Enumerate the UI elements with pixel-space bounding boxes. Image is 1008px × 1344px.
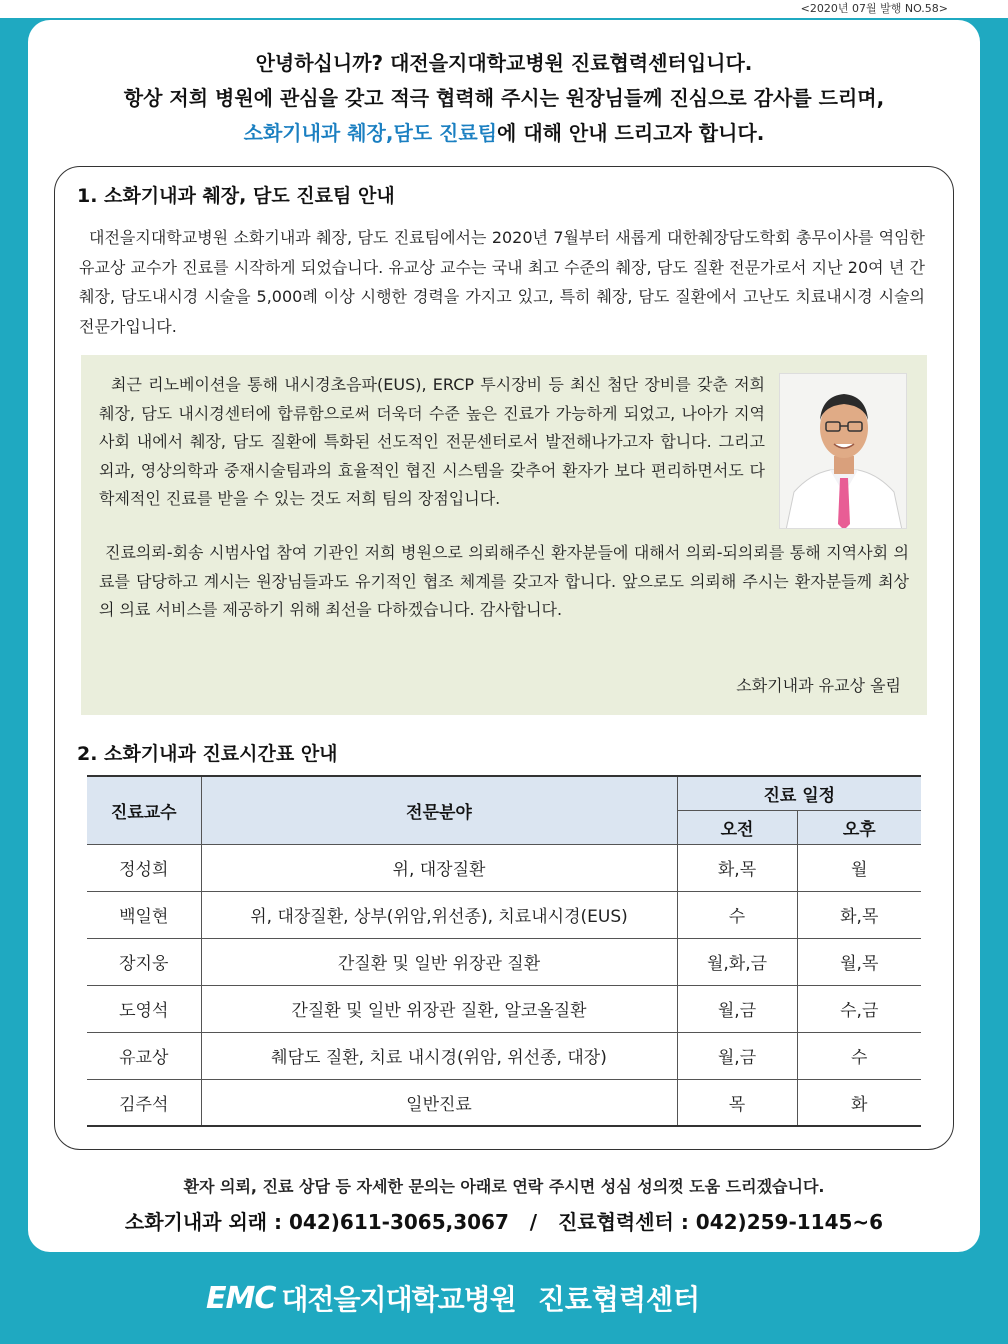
table-row [87, 938, 921, 985]
contact-phones: 소화기내과 외래 : 042)611-3065,3067 / 진료협력센터 : 042)259-1145~6 [124, 1210, 884, 1234]
cell-name: 장지웅 [87, 938, 201, 985]
cell-specialty: 췌담도 질환, 치료 내시경(위암, 위선종, 대장) [201, 1032, 677, 1079]
cell-name: 유교상 [87, 1032, 201, 1079]
professor-message [81, 355, 927, 715]
table-row [87, 1079, 921, 1126]
greeting-line-3 [28, 116, 980, 151]
emc-logo: EMC [206, 1280, 276, 1316]
cell-pm: 월,목 [797, 938, 921, 985]
cell-am: 월,화,금 [677, 938, 797, 985]
professor-photo [779, 373, 907, 529]
cell-pm: 수 [797, 1032, 921, 1079]
header-schedule: 진료 일정 [677, 776, 921, 810]
cell-name: 김주석 [87, 1079, 201, 1126]
section1-title: 1. 소화기내과 췌장, 담도 진료팀 안내 [77, 185, 395, 207]
schedule-table [87, 775, 921, 1127]
greeting-accent: 소화기내과 췌장,담도 진료팀 [243, 121, 498, 145]
cell-am: 수 [677, 891, 797, 938]
message-paragraph-2: 진료의뢰-회송 시범사업 참여 기관인 저희 병원으로 의뢰해주신 환자분들에 대해서 의뢰-되의뢰를 통해 지역사회 의료를 담당하고 계시는 원장님들과도 유기적인 협조 체계를 갖고자 합니다. 앞으로도 의뢰해 주시는 환자분들께 최상의 의료 서비스를 제공하기 위해 최선을 다하겠습니다. 감사합니다. [99, 543, 909, 619]
table-row [87, 844, 921, 891]
cell-pm: 수,금 [797, 985, 921, 1032]
table-row [87, 1032, 921, 1079]
table-row [87, 891, 921, 938]
section2-title: 2. 소화기내과 진료시간표 안내 [77, 743, 338, 765]
cell-name: 도영석 [87, 985, 201, 1032]
issue-label: <2020년 07월 발행 NO.58> [797, 0, 952, 18]
header-am: 오전 [677, 810, 797, 844]
table-row [87, 985, 921, 1032]
cell-pm: 화 [797, 1079, 921, 1126]
cell-name: 정성희 [87, 844, 201, 891]
cell-am: 월,금 [677, 985, 797, 1032]
header-pm: 오후 [797, 810, 921, 844]
signature: 소화기내과 유교상 올림 [736, 676, 901, 695]
cell-pm: 월 [797, 844, 921, 891]
cell-am: 화,목 [677, 844, 797, 891]
doctor-portrait-icon [780, 374, 907, 529]
cell-am: 월,금 [677, 1032, 797, 1079]
cell-specialty: 간질환 및 일반 위장관 질환 [201, 938, 677, 985]
footer-brand [206, 1278, 700, 1318]
cell-specialty: 위, 대장질환, 상부(위암,위선종), 치료내시경(EUS) [201, 891, 677, 938]
section1-intro: 대전을지대학교병원 소화기내과 췌장, 담도 진료팀에서는 2020년 7월부터 새롭게 대한췌장담도학회 총무이사를 역임한 유교상 교수가 진료를 시작하게 되었습니다. 유교상 교수는 국내 최고 수준의 췌장, 담도 질환 전문가로서 지난 20여 년 간 췌장, 담도내시경 시술을 5,000례 이상 시행한 경력을 가지고 있고, 특히 췌장, 담도 질환에서 고난도 치료내시경 시술의 전문가입니다. [79, 228, 925, 336]
cell-specialty: 일반진료 [201, 1079, 677, 1126]
header-specialty: 전문분야 [201, 776, 677, 844]
cell-specialty: 간질환 및 일반 위장관 질환, 알코올질환 [201, 985, 677, 1032]
header-professor: 진료교수 [87, 776, 201, 844]
footer-center-name: 진료협력센터 [537, 1283, 701, 1316]
greeting-line-1: 안녕하십니까? 대전을지대학교병원 진료협력센터입니다. [255, 51, 753, 75]
cell-am: 목 [677, 1079, 797, 1126]
message-paragraph-1: 최근 리노베이션을 통해 내시경초음파(EUS), ERCP 투시장비 등 최신 첨단 장비를 갖춘 저희 췌장, 담도 내시경센터에 합류함으로써 더욱더 수준 높은 진료가 가능하게 되었고, 나아가 지역사회 내에서 췌장, 담도 질환에 특화된 선도적인 전문센터로서 발전해나가고자 합니다. 그리고 외과, 영상의학과 중재시술팀과의 효율적인 협진 시스템을 갖추어 환자가 보다 편리하면서도 다학제적인 진료를 받을 수 있는 것도 저희 팀의 장점입니다. [99, 375, 765, 508]
info-box [54, 166, 954, 1150]
content-sheet [28, 20, 980, 1252]
contact-note: 환자 의뢰, 진료 상담 등 자세한 문의는 아래로 연락 주시면 성심 성의껏 도움 드리겠습니다. [183, 1177, 825, 1196]
greeting-line-2: 항상 저희 병원에 관심을 갖고 적극 협력해 주시는 원장님들께 진심으로 감사를 드리며, [123, 86, 885, 110]
greeting [28, 46, 980, 151]
footer-hospital-name: 대전을지대학교병원 [281, 1283, 516, 1316]
greeting-line-3-rest: 에 대해 안내 드리고자 합니다. [497, 121, 765, 145]
cell-pm: 화,목 [797, 891, 921, 938]
cell-specialty: 위, 대장질환 [201, 844, 677, 891]
cell-name: 백일현 [87, 891, 201, 938]
